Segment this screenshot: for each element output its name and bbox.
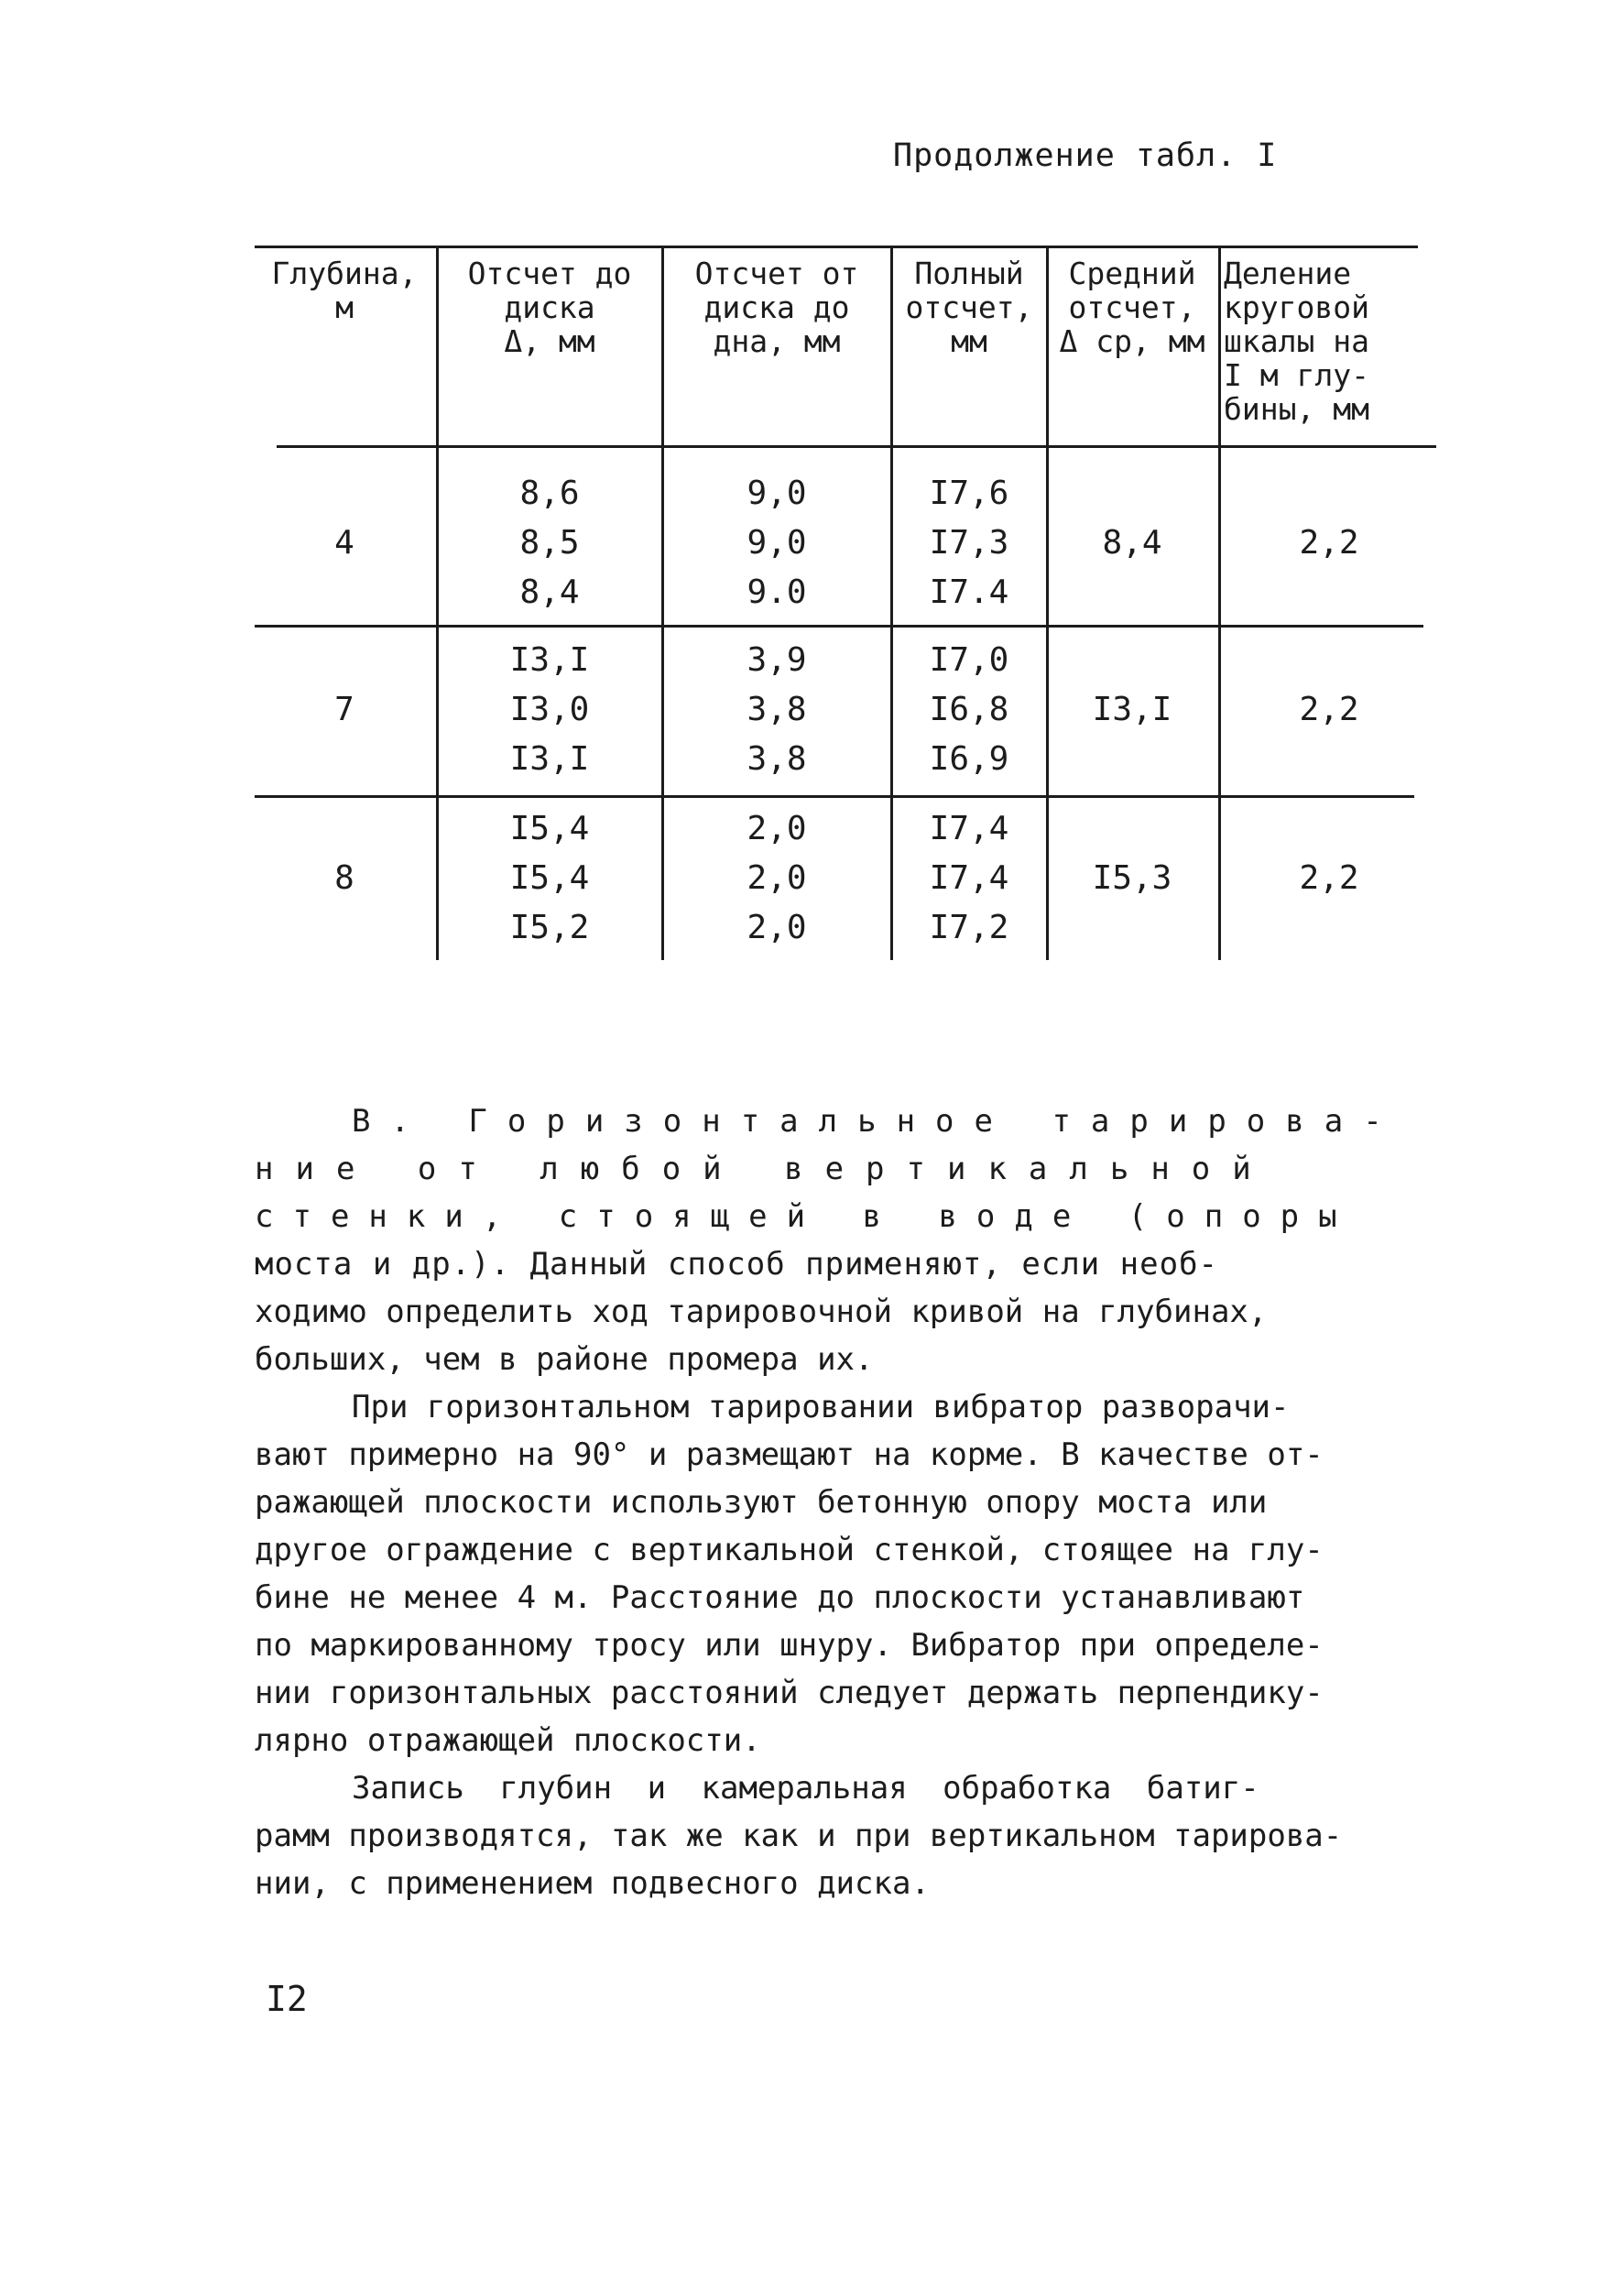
table-column-rule (1218, 246, 1221, 960)
scale-division-cell: 2,2 (1299, 691, 1359, 728)
to-disk-cell (440, 804, 659, 953)
paragraph-line: ходимо определить ход тарировочной кривой на глубинах, (255, 1294, 1268, 1330)
full-reading-cell (894, 469, 1044, 617)
table-value: 9,0 (747, 475, 807, 512)
table-value: I5,4 (509, 859, 590, 897)
table-column-rule (890, 246, 893, 960)
table-value: I3,I (509, 740, 590, 778)
table-value: I6,8 (929, 691, 1009, 728)
section-heading-line: В. Горизонтальное тарирова- (352, 1103, 1402, 1140)
section-heading-line: ние от любой вертикальной (255, 1151, 1273, 1187)
mean-reading-cell: I3,I (1092, 691, 1172, 728)
paragraph-line: моста и др.). Данный способ применяют, если необ- (255, 1246, 1219, 1283)
table-value: I7,0 (929, 641, 1009, 679)
section-heading-line: стенки, стоящей в воде (опоры (255, 1198, 1357, 1235)
table-value: I3,I (509, 641, 590, 679)
depth-cell: 4 (334, 524, 354, 562)
mean-reading-cell: I5,3 (1092, 859, 1172, 897)
table-value: 3,9 (747, 641, 807, 679)
full-reading-cell (894, 804, 1044, 953)
scale-division-cell: 2,2 (1299, 524, 1359, 562)
disk-to-bottom-cell (665, 636, 888, 784)
table-group-rule (255, 795, 1414, 798)
table-value: 8,4 (519, 573, 580, 611)
table-value: I5,2 (509, 909, 590, 946)
paragraph-line: больших, чем в районе промера их. (255, 1341, 874, 1378)
mean-reading-cell: 8,4 (1102, 524, 1162, 562)
table-value: I5,4 (509, 810, 590, 847)
header-scale-division: Деление круговой шкалы на I м глу- бины, мм (1224, 256, 1369, 427)
table-value: 9.0 (747, 573, 807, 611)
paragraph-line: бине не менее 4 м. Расстояние до плоскости устанавливают (255, 1579, 1305, 1616)
table-value: 2,0 (747, 810, 807, 847)
table-value: I7,3 (929, 524, 1009, 562)
disk-to-bottom-cell (665, 804, 888, 953)
table-value: I7.4 (929, 573, 1009, 611)
to-disk-cell (440, 636, 659, 784)
table-value: I7,4 (929, 810, 1009, 847)
paragraph-line: Запись глубин и камеральная обработка батиг- (352, 1770, 1259, 1807)
table-continuation-caption: Продолжение табл. I (893, 137, 1278, 174)
table-header-rule (277, 445, 1436, 448)
paragraph-line: по маркированному тросу или шнуру. Вибратор при определе- (255, 1627, 1324, 1664)
table-value: 2,0 (747, 909, 807, 946)
header-reading-disk-to-bottom: Отсчет от диска до дна, мм (694, 256, 859, 359)
header-depth: Глубина, м (271, 256, 418, 325)
table-value: I7,2 (929, 909, 1009, 946)
table-group-rule (255, 625, 1423, 628)
calibration-table (255, 246, 1436, 960)
table-value: 3,8 (747, 691, 807, 728)
paragraph-line: нии, с применением подвесного диска. (255, 1865, 930, 1902)
paragraph-line: вают примерно на 90° и размещают на корме. В качестве от- (255, 1436, 1324, 1473)
header-mean-reading: Средний отсчет, Δ ср, мм (1059, 256, 1205, 359)
paragraph-line: рамм производятся, так же как и при вертикальном тарирова- (255, 1818, 1343, 1854)
table-value: I7,6 (929, 475, 1009, 512)
table-column-rule (436, 246, 439, 960)
paragraph-line: другое ограждение с вертикальной стенкой, стоящее на глу- (255, 1532, 1324, 1568)
table-top-rule (255, 246, 1418, 248)
depth-cell: 7 (334, 691, 354, 728)
header-full-reading: Полный отсчет, мм (905, 256, 1033, 359)
table-column-rule (661, 246, 664, 960)
page-number: I2 (266, 1979, 308, 2019)
body-text (255, 1097, 1436, 1907)
header-reading-to-disk: Отсчет до диска Δ, мм (467, 256, 632, 359)
table-value: 8,6 (519, 475, 580, 512)
scale-division-cell: 2,2 (1299, 859, 1359, 897)
paragraph-line: лярно отражающей плоскости. (255, 1722, 761, 1759)
paragraph-line: При горизонтальном тарировании вибратор разворачи- (352, 1389, 1290, 1425)
table-value: 3,8 (747, 740, 807, 778)
paragraph-line: нии горизонтальных расстояний следует держать перпендику- (255, 1675, 1324, 1711)
full-reading-cell (894, 636, 1044, 784)
to-disk-cell (440, 469, 659, 617)
disk-to-bottom-cell (665, 469, 888, 617)
table-value: I6,9 (929, 740, 1009, 778)
table-value: I7,4 (929, 859, 1009, 897)
table-value: I3,0 (509, 691, 590, 728)
table-value: 9,0 (747, 524, 807, 562)
table-value: 8,5 (519, 524, 580, 562)
depth-cell: 8 (334, 859, 354, 897)
paragraph-line: ражающей плоскости используют бетонную опору моста или (255, 1484, 1268, 1521)
table-value: 2,0 (747, 859, 807, 897)
